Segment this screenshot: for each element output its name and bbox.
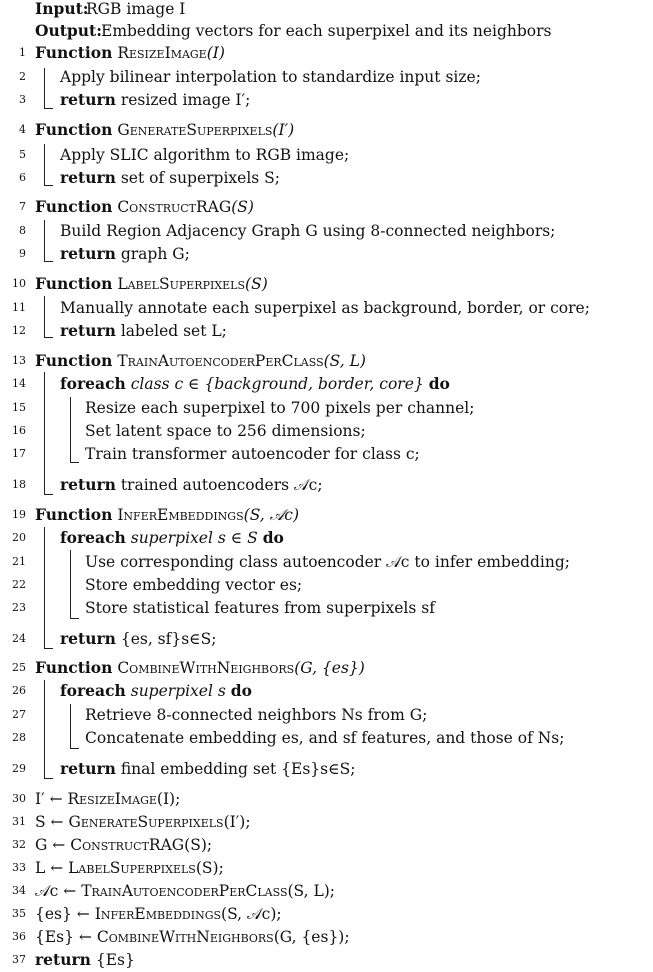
- line-text: L ← LabelSuperpixels(S);: [35, 859, 224, 877]
- output-label: Output:: [35, 21, 102, 40]
- line-number: 34: [12, 884, 26, 897]
- line-text: Store statistical features from superpixels sf: [85, 599, 435, 617]
- line-number: 30: [12, 792, 26, 805]
- block-bar-end: [70, 462, 79, 463]
- block-bar-end: [44, 494, 53, 495]
- line-text: Function TrainAutoencoderPerClass(S, L): [35, 351, 366, 370]
- block-bar-end: [44, 648, 53, 649]
- line-number: 28: [12, 731, 26, 744]
- line-text: Function ResizeImage(I): [35, 43, 225, 62]
- line-number: 24: [12, 632, 26, 645]
- line-text: Function GenerateSuperpixels(I′): [35, 120, 295, 139]
- line-number: 14: [12, 377, 26, 390]
- line-text: return final embedding set {Es}s∈S;: [60, 759, 356, 778]
- block-bar-end: [44, 337, 53, 338]
- line-text: Function CombineWithNeighbors(G, {es}): [35, 658, 365, 677]
- line-text: Store embedding vector es;: [85, 576, 303, 594]
- line-number: 32: [12, 838, 26, 851]
- block-bar: [44, 680, 45, 778]
- block-bar-end: [44, 778, 53, 779]
- line-text: 𝒜c ← TrainAutoencoderPerClass(S, L);: [35, 882, 336, 900]
- line-number: 37: [12, 953, 26, 966]
- line-text: Manually annotate each superpixel as background, border, or core;: [60, 299, 590, 317]
- block-bar: [44, 144, 45, 185]
- line-text: Set latent space to 256 dimensions;: [85, 422, 366, 440]
- line-text: I′ ← ResizeImage(I);: [35, 790, 181, 808]
- line-text: {Es} ← CombineWithNeighbors(G, {es});: [35, 928, 350, 946]
- line-number: 22: [12, 578, 26, 591]
- line-text: return {Es}: [35, 950, 135, 969]
- line-number: 1: [19, 46, 26, 59]
- input-label: Input:: [35, 0, 89, 18]
- line-text: Function ConstructRAG(S): [35, 197, 254, 216]
- line-number: 13: [12, 354, 26, 367]
- line-text: Apply SLIC algorithm to RGB image;: [60, 146, 350, 164]
- line-number: 17: [12, 447, 26, 460]
- line-number: 35: [12, 907, 26, 920]
- line-number: 15: [12, 401, 26, 414]
- line-number: 26: [12, 684, 26, 697]
- block-bar: [44, 220, 45, 261]
- line-text: Concatenate embedding es, and sf features, and those of Ns;: [85, 729, 565, 747]
- block-bar: [44, 527, 45, 648]
- line-number: 25: [12, 661, 26, 674]
- line-text: Build Region Adjacency Graph G using 8-connected neighbors;: [60, 222, 556, 240]
- line-number: 4: [19, 123, 26, 136]
- line-text: return labeled set L;: [60, 321, 227, 340]
- line-text: {es} ← InferEmbeddings(S, 𝒜c);: [35, 905, 282, 923]
- block-bar: [44, 296, 45, 337]
- line-text: return trained autoencoders 𝒜c;: [60, 475, 323, 494]
- line-text: foreach superpixel s ∈ S do: [60, 528, 284, 547]
- line-number: 29: [12, 762, 26, 775]
- line-text: Retrieve 8-connected neighbors Ns from G;: [85, 706, 428, 724]
- block-bar: [44, 372, 45, 494]
- line-text: Function LabelSuperpixels(S): [35, 274, 268, 293]
- line-number: 8: [19, 224, 26, 237]
- line-text: Resize each superpixel to 700 pixels per channel;: [85, 399, 475, 417]
- line-number: 12: [12, 324, 26, 337]
- line-number: 18: [12, 478, 26, 491]
- line-number: 2: [19, 70, 26, 83]
- line-number: 20: [12, 531, 26, 544]
- line-text: foreach superpixel s do: [60, 681, 252, 700]
- line-text: return set of superpixels S;: [60, 168, 281, 187]
- line-text: S ← GenerateSuperpixels(I′);: [35, 813, 251, 831]
- line-number: 31: [12, 815, 26, 828]
- line-text: Use corresponding class autoencoder 𝒜c to infer embedding;: [85, 553, 570, 571]
- line-text: return resized image I′;: [60, 90, 251, 109]
- line-number: 16: [12, 424, 26, 437]
- block-bar: [70, 397, 71, 462]
- block-bar: [70, 550, 71, 618]
- line-text: Apply bilinear interpolation to standardize input size;: [60, 68, 481, 86]
- line-number: 6: [19, 171, 26, 184]
- line-text: return graph G;: [60, 244, 190, 263]
- line-number: 36: [12, 930, 26, 943]
- line-number: 11: [12, 301, 26, 314]
- line-number: 5: [19, 148, 26, 161]
- line-text: G ← ConstructRAG(S);: [35, 836, 213, 854]
- block-bar: [70, 704, 71, 748]
- line-text: return {es, sf}s∈S;: [60, 629, 217, 648]
- block-bar-end: [70, 748, 79, 749]
- line-text: foreach class c ∈ {background, border, core} do: [60, 374, 450, 393]
- line-number: 27: [12, 708, 26, 721]
- line-number: 23: [12, 601, 26, 614]
- line-number: 10: [12, 277, 26, 290]
- block-bar-end: [44, 261, 53, 262]
- output-text: Embedding vectors for each superpixel and its neighbors: [101, 22, 552, 40]
- line-number: 19: [12, 508, 26, 521]
- block-bar-end: [70, 618, 79, 619]
- block-bar-end: [44, 108, 53, 109]
- line-text: Function InferEmbeddings(S, 𝒜c): [35, 505, 299, 524]
- line-number: 7: [19, 200, 26, 213]
- line-number: 33: [12, 861, 26, 874]
- block-bar: [44, 68, 45, 108]
- line-number: 21: [12, 555, 26, 568]
- line-text: Train transformer autoencoder for class c;: [85, 445, 420, 463]
- block-bar-end: [44, 185, 53, 186]
- line-number: 9: [19, 247, 26, 260]
- input-text: RGB image I: [86, 0, 186, 18]
- line-number: 3: [19, 93, 26, 106]
